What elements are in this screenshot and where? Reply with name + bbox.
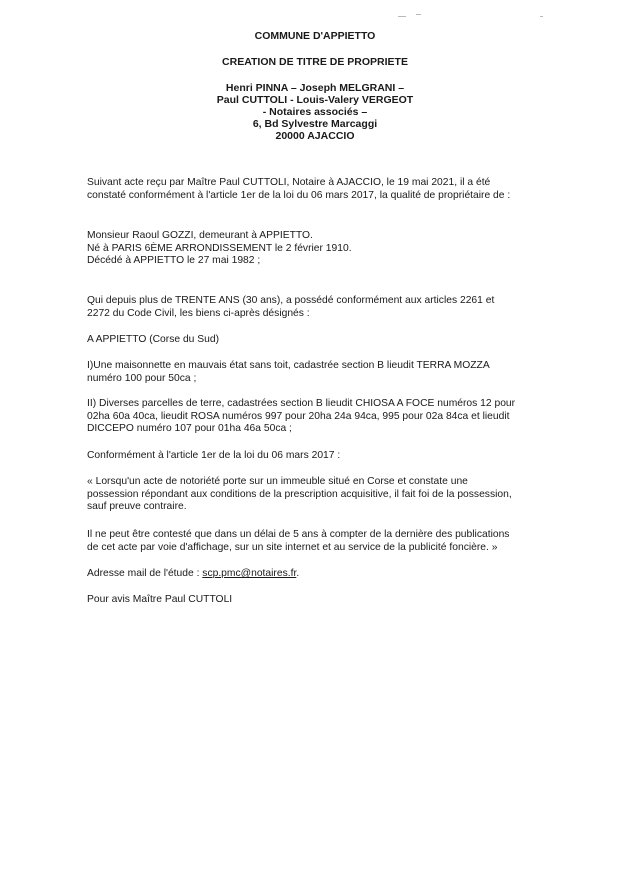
text-line: Décédé à APPIETTO le 27 mai 1982 ; xyxy=(87,255,261,267)
paragraph-law-reference xyxy=(87,450,547,463)
paragraph-location xyxy=(87,334,547,347)
notaries-line: Henri PINNA – Joseph MELGRANI – xyxy=(225,82,405,94)
paragraph-mail xyxy=(87,568,547,581)
text-line: Pour avis Maître Paul CUTTOLI xyxy=(87,594,233,606)
notaries-role: - Notaires associés – xyxy=(262,106,368,118)
text-line: de cet acte par voie d'affichage, sur un site internet et au service de la publicité foncière. » xyxy=(87,541,498,553)
text-line: A APPIETTO (Corse du Sud) xyxy=(87,334,220,346)
text-line: constaté conformément à l'article 1er de la loi du 06 mars 2017, la qualité de propriétaire de : xyxy=(87,189,511,201)
text-line: 02ha 60a 40ca, lieudit ROSA numéros 997 pour 20ha 24a 94ca, 995 pour 02a 84ca et lieudit xyxy=(87,410,510,422)
scan-artifact xyxy=(398,16,406,17)
text-line: I)Une maisonnette en mauvais état sans toit, cadastrée section B lieudit TERRA MOZZA xyxy=(87,360,490,372)
paragraph-quote xyxy=(87,476,547,514)
text-line: Né à PARIS 6ÈME ARRONDISSEMENT le 2 février 1910. xyxy=(87,242,352,254)
text-line: Suivant acte reçu par Maître Paul CUTTOLI, Notaire à AJACCIO, le 19 mai 2021, il a été xyxy=(87,177,491,189)
paragraph-item-ii xyxy=(87,398,547,436)
paragraph-signature xyxy=(87,594,547,607)
text-line: « Lorsqu'un acte de notoriété porte sur un immeuble situé en Corse et constate une xyxy=(87,476,468,488)
paragraph-item-i xyxy=(87,360,547,385)
document-title: CREATION DE TITRE DE PROPRIETE xyxy=(222,56,408,68)
text-line: Il ne peut être contesté que dans un délai de 5 ans à compter de la dernière des publications xyxy=(87,529,510,541)
paragraph-owner xyxy=(87,230,547,268)
text-line: Conformément à l'article 1er de la loi du 06 mars 2017 : xyxy=(87,450,341,462)
notaries-block xyxy=(0,82,630,142)
address-city: 20000 AJACCIO xyxy=(275,130,355,142)
mail-link[interactable]: scp.pmc@notaires.fr xyxy=(202,568,297,580)
text-line: Qui depuis plus de TRENTE ANS (30 ans), a possédé conformément aux articles 2261 et xyxy=(87,295,495,307)
paragraph-possession xyxy=(87,295,547,320)
text-line: possession répondant aux conditions de la prescription acquisitive, il fait foi de la possession, xyxy=(87,488,512,500)
text-line: Monsieur Raoul GOZZI, demeurant à APPIETTO. xyxy=(87,230,313,242)
scan-artifact xyxy=(416,14,421,15)
commune-heading: COMMUNE D'APPIETTO xyxy=(254,30,376,42)
paragraph-suivant xyxy=(87,177,547,202)
mail-label: Adresse mail de l'étude : xyxy=(87,568,203,580)
paragraph-contest xyxy=(87,529,547,554)
scan-artifact xyxy=(540,16,543,17)
mail-line xyxy=(87,568,547,581)
text-line: II) Diverses parcelles de terre, cadastrées section B lieudit CHIOSA A FOCE numéros 12 pour xyxy=(87,398,516,410)
notaries-line: Paul CUTTOLI - Louis-Valery VERGEOT xyxy=(216,94,414,106)
text-line: numéro 100 pour 50ca ; xyxy=(87,372,197,384)
text-line: sauf preuve contraire. xyxy=(87,501,187,513)
mail-suffix: . xyxy=(296,568,300,580)
address-street: 6, Bd Sylvestre Marcaggi xyxy=(252,118,378,130)
text-line: DICCEPO numéro 107 pour 01ha 46a 50ca ; xyxy=(87,423,292,435)
text-line: 2272 du Code Civil, les biens ci-après désignés : xyxy=(87,307,310,319)
